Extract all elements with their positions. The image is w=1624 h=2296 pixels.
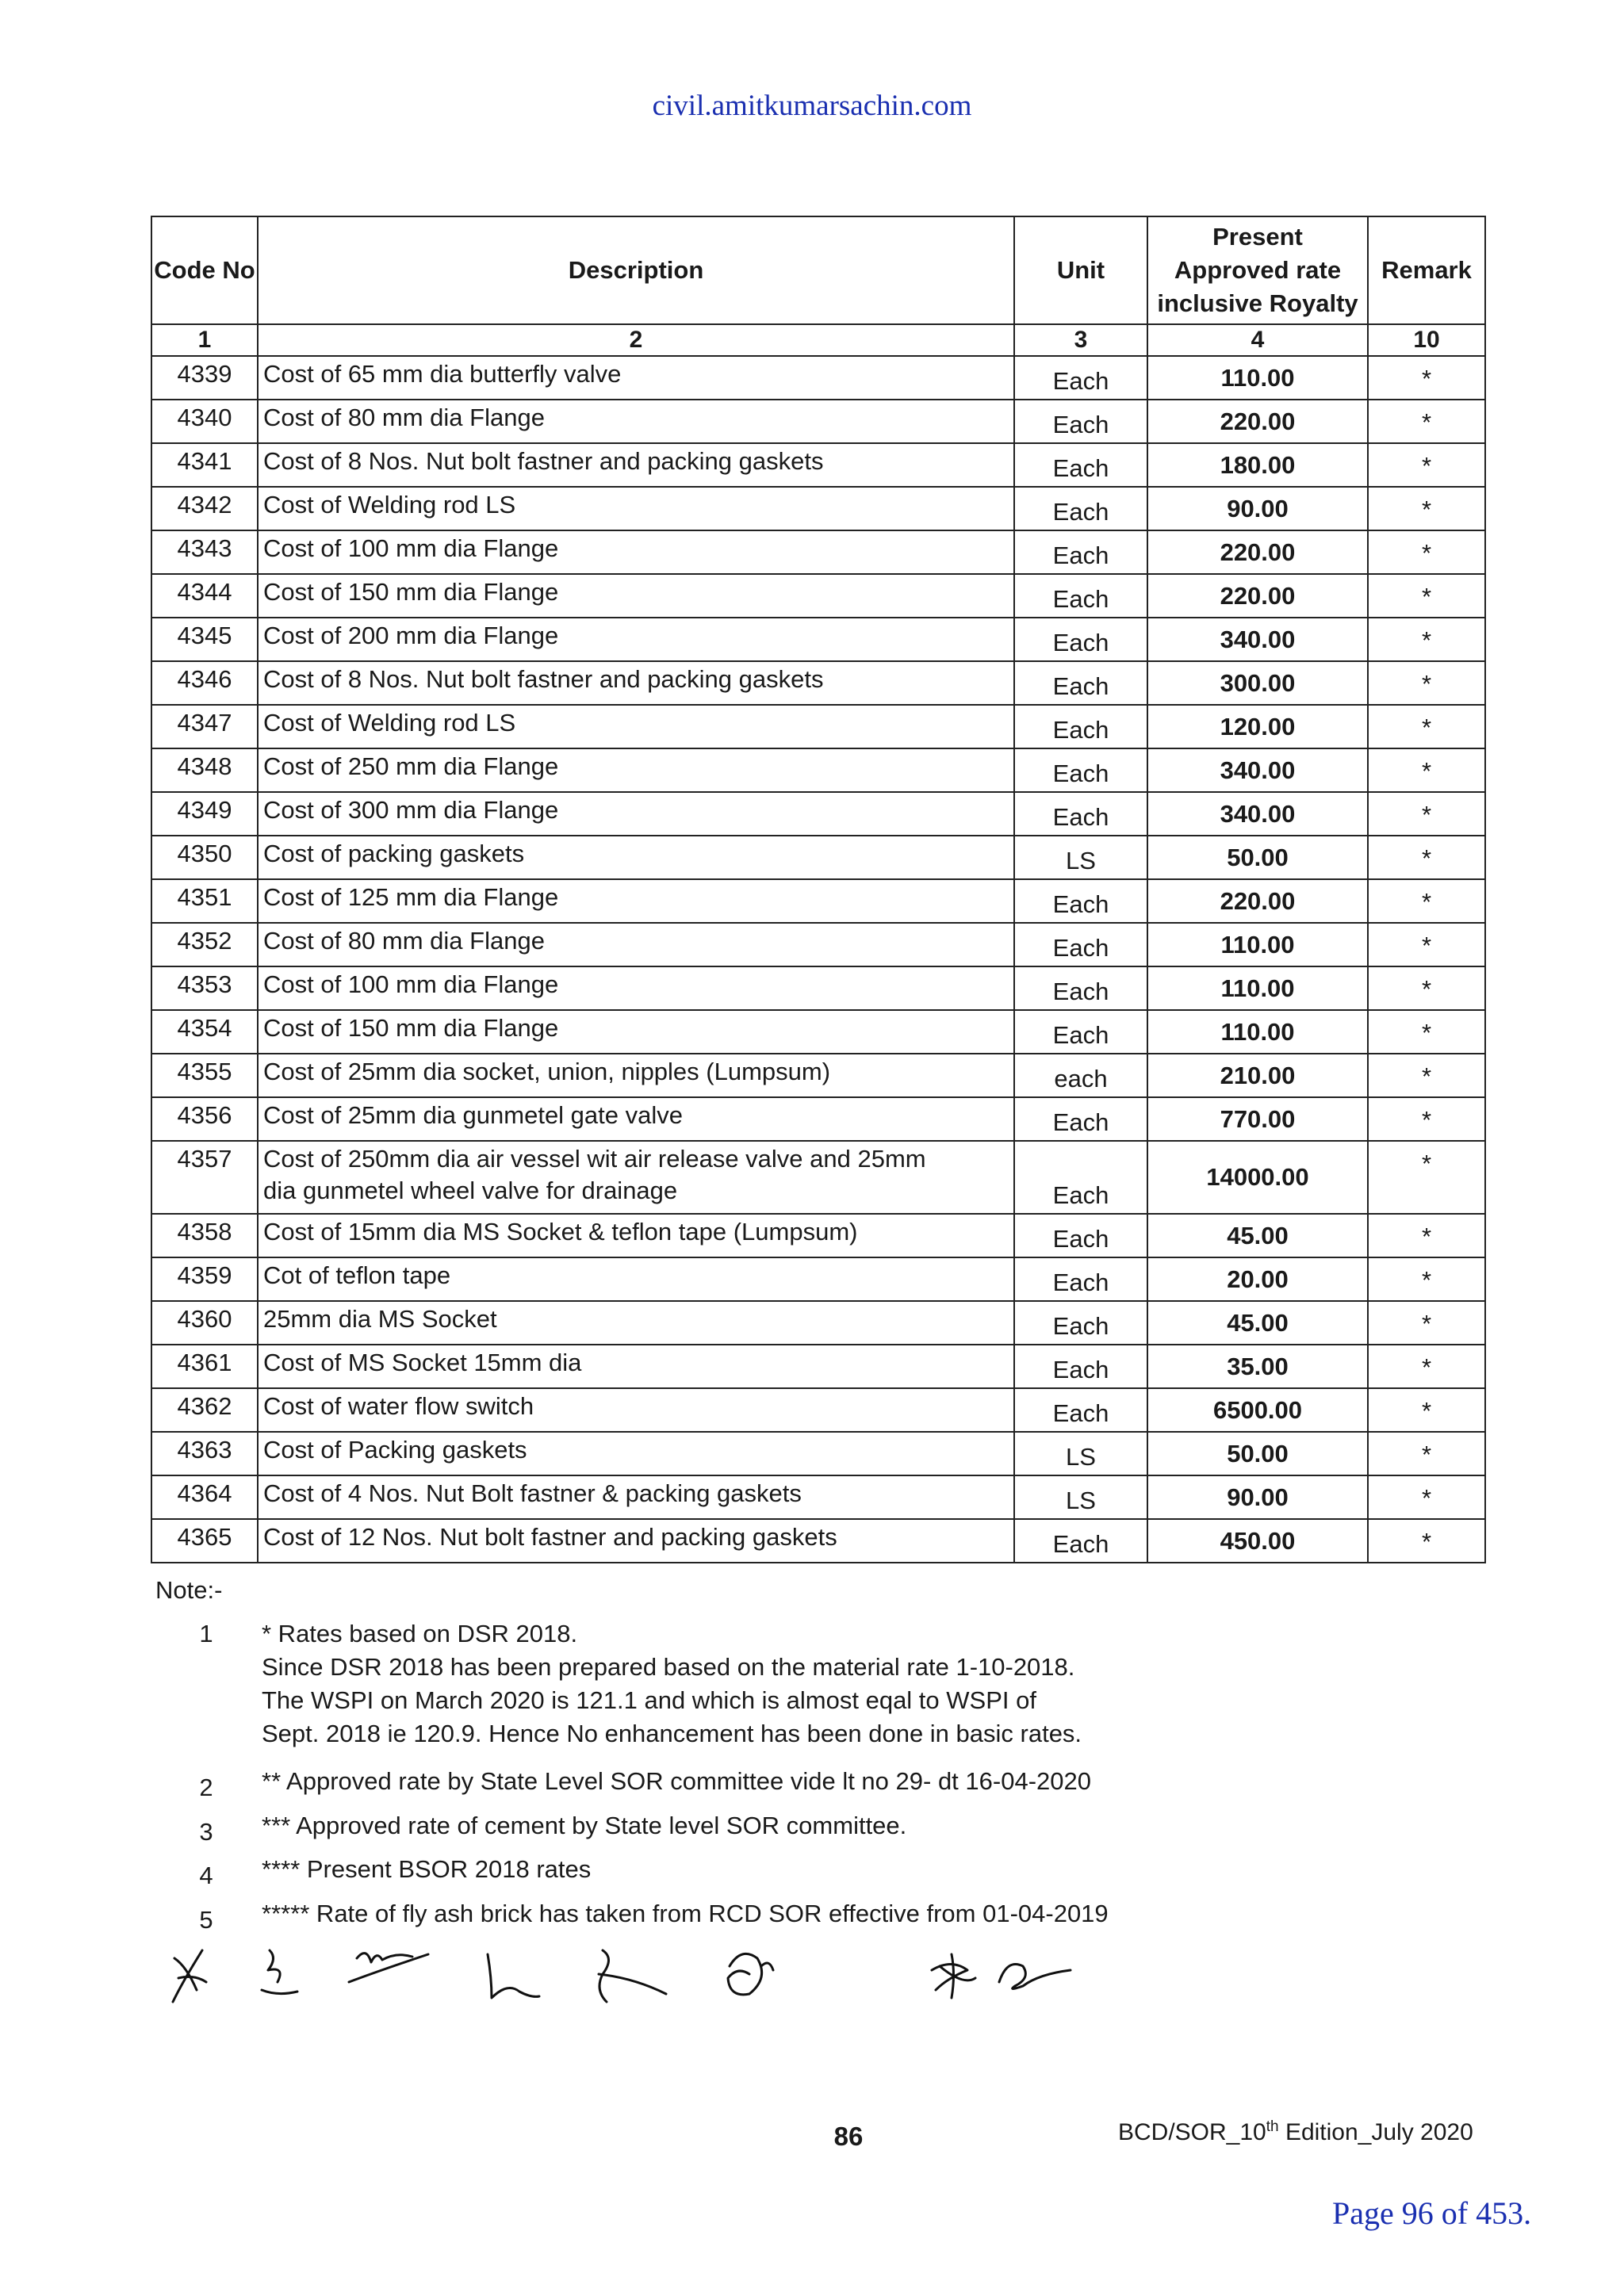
cell-rate: 6500.00 <box>1147 1388 1368 1432</box>
cell-rate: 120.00 <box>1147 705 1368 748</box>
cell-unit: Each <box>1014 966 1147 1010</box>
cell-code: 4363 <box>151 1432 258 1475</box>
signature-3 <box>349 1954 428 1982</box>
cell-remark: * <box>1368 1345 1485 1388</box>
cell-description <box>258 1345 1014 1388</box>
cell-remark: * <box>1368 705 1485 748</box>
note-number: 5 <box>199 1906 213 1934</box>
cell-remark: * <box>1368 1475 1485 1519</box>
description-line: Cost of 15mm dia MS Socket & teflon tape (Lumpsum) <box>263 1218 858 1246</box>
description-line: Cost of 8 Nos. Nut bolt fastner and packing gaskets <box>263 447 824 475</box>
cell-rate: 340.00 <box>1147 748 1368 792</box>
note-line: Sept. 2018 ie 120.9. Hence No enhancement has been done in basic rates. <box>262 1720 1082 1747</box>
cell-remark: * <box>1368 923 1485 966</box>
cell-description <box>258 792 1014 836</box>
cell-rate: 45.00 <box>1147 1214 1368 1257</box>
cell-rate: 340.00 <box>1147 618 1368 661</box>
cell-remark: * <box>1368 530 1485 574</box>
cell-rate: 770.00 <box>1147 1097 1368 1141</box>
cell-code: 4342 <box>151 487 258 530</box>
cell-rate: 340.00 <box>1147 792 1368 836</box>
cell-remark: * <box>1368 443 1485 487</box>
cell-description <box>258 661 1014 705</box>
table-row <box>151 530 1485 574</box>
cell-description <box>258 1010 1014 1054</box>
cell-rate: 110.00 <box>1147 923 1368 966</box>
cell-unit: Each <box>1014 792 1147 836</box>
cell-rate: 90.00 <box>1147 487 1368 530</box>
cell-code: 4340 <box>151 400 258 443</box>
note-line: ** Approved rate by State Level SOR committee vide lt no 29- dt 16-04-2020 <box>262 1767 1091 1795</box>
cell-code: 4358 <box>151 1214 258 1257</box>
cell-description <box>258 1257 1014 1301</box>
cell-unit: Each <box>1014 356 1147 400</box>
note-number: 4 <box>199 1862 213 1889</box>
cell-rate: 35.00 <box>1147 1345 1368 1388</box>
cell-code: 4361 <box>151 1345 258 1388</box>
table-row <box>151 792 1485 836</box>
cell-code: 4347 <box>151 705 258 748</box>
cell-remark: * <box>1368 748 1485 792</box>
header-remark: Remark <box>1368 216 1485 324</box>
cell-unit: Each <box>1014 1141 1147 1214</box>
column-number-row <box>151 324 1485 356</box>
cell-rate: 220.00 <box>1147 400 1368 443</box>
table-row <box>151 661 1485 705</box>
cell-remark: * <box>1368 1388 1485 1432</box>
cell-code: 4348 <box>151 748 258 792</box>
table-row <box>151 487 1485 530</box>
cell-code: 4365 <box>151 1519 258 1563</box>
cell-code: 4345 <box>151 618 258 661</box>
cell-remark: * <box>1368 1097 1485 1141</box>
table-row <box>151 966 1485 1010</box>
table-row <box>151 879 1485 923</box>
cell-description <box>258 1301 1014 1345</box>
cell-unit: Each <box>1014 443 1147 487</box>
cell-unit: Each <box>1014 705 1147 748</box>
table-row <box>151 574 1485 618</box>
note-line: The WSPI on March 2020 is 121.1 and which is almost eqal to WSPI of <box>262 1686 1036 1714</box>
description-line: Cost of 250 mm dia Flange <box>263 752 559 780</box>
signature-2 <box>262 1950 297 1994</box>
note-line: **** Present BSOR 2018 rates <box>262 1855 592 1883</box>
cell-remark: * <box>1368 400 1485 443</box>
cell-unit: Each <box>1014 1214 1147 1257</box>
table-row <box>151 1301 1485 1345</box>
header-unit: Unit <box>1014 216 1147 324</box>
cell-code: 4362 <box>151 1388 258 1432</box>
cell-unit: LS <box>1014 1475 1147 1519</box>
table-row <box>151 1345 1485 1388</box>
cell-unit: Each <box>1014 1388 1147 1432</box>
signature-5 <box>599 1950 666 2002</box>
table-row <box>151 1475 1485 1519</box>
table-row <box>151 836 1485 879</box>
cell-remark: * <box>1368 1519 1485 1563</box>
page-number: 86 <box>833 2122 864 2151</box>
cell-remark: * <box>1368 1141 1485 1214</box>
table-row <box>151 443 1485 487</box>
cell-description <box>258 400 1014 443</box>
cell-remark: * <box>1368 356 1485 400</box>
cell-unit: Each <box>1014 1301 1147 1345</box>
cell-unit: Each <box>1014 748 1147 792</box>
table-row <box>151 356 1485 400</box>
cell-remark: * <box>1368 1214 1485 1257</box>
note-text <box>262 1617 1372 1751</box>
signature-1 <box>173 1950 206 2002</box>
description-line: Cost of Packing gaskets <box>263 1436 527 1464</box>
description-line: Cost of 200 mm dia Flange <box>263 622 559 649</box>
cell-rate: 45.00 <box>1147 1301 1368 1345</box>
cell-unit: each <box>1014 1054 1147 1097</box>
cell-unit: Each <box>1014 530 1147 574</box>
cell-rate: 50.00 <box>1147 1432 1368 1475</box>
cell-unit: Each <box>1014 487 1147 530</box>
table-row <box>151 1432 1485 1475</box>
table-row <box>151 1097 1485 1141</box>
column-number: 2 <box>258 324 1014 356</box>
description-line: Cost of 4 Nos. Nut Bolt fastner & packing gaskets <box>263 1479 802 1507</box>
table-row <box>151 1010 1485 1054</box>
header-rate-line3: inclusive Royalty <box>1157 289 1358 317</box>
table-row <box>151 748 1485 792</box>
rate-table <box>151 216 1486 1563</box>
description-line: Cost of 12 Nos. Nut bolt fastner and packing gaskets <box>263 1523 837 1551</box>
cell-rate: 14000.00 <box>1147 1141 1368 1214</box>
site-url[interactable]: civil.amitkumarsachin.com <box>652 90 972 122</box>
cell-unit: Each <box>1014 923 1147 966</box>
cell-description <box>258 443 1014 487</box>
description-line: Cost of 250mm dia air vessel wit air release valve and 25mm <box>263 1145 926 1173</box>
note-line: *** Approved rate of cement by State level SOR committee. <box>262 1812 907 1839</box>
cell-code: 4349 <box>151 792 258 836</box>
header-rate-line2: Approved rate <box>1174 256 1342 284</box>
description-line: Cost of MS Socket 15mm dia <box>263 1349 582 1376</box>
cell-unit: Each <box>1014 1257 1147 1301</box>
cell-code: 4364 <box>151 1475 258 1519</box>
cell-code: 4341 <box>151 443 258 487</box>
cell-unit: Each <box>1014 1519 1147 1563</box>
cell-rate: 210.00 <box>1147 1054 1368 1097</box>
table-row <box>151 1257 1485 1301</box>
column-number: 1 <box>151 324 258 356</box>
cell-code: 4351 <box>151 879 258 923</box>
description-line: Cost of water flow switch <box>263 1392 534 1420</box>
table-row <box>151 618 1485 661</box>
cell-rate: 450.00 <box>1147 1519 1368 1563</box>
cell-rate: 220.00 <box>1147 530 1368 574</box>
cell-remark: * <box>1368 487 1485 530</box>
cell-rate: 50.00 <box>1147 836 1368 879</box>
cell-code: 4354 <box>151 1010 258 1054</box>
cell-unit: Each <box>1014 661 1147 705</box>
cell-remark: * <box>1368 836 1485 879</box>
description-line: Cost of Welding rod LS <box>263 709 516 737</box>
description-line: Cost of 25mm dia socket, union, nipples (Lumpsum) <box>263 1058 831 1085</box>
cell-description <box>258 618 1014 661</box>
note-line: * Rates based on DSR 2018. <box>262 1620 578 1647</box>
cell-rate: 110.00 <box>1147 1010 1368 1054</box>
signatures <box>159 1934 1110 2022</box>
cell-description <box>258 966 1014 1010</box>
column-number: 4 <box>1147 324 1368 356</box>
cell-description <box>258 530 1014 574</box>
note-line: ***** Rate of fly ash brick has taken from RCD SOR effective from 01-04-2019 <box>262 1900 1109 1927</box>
table-row <box>151 1214 1485 1257</box>
cell-code: 4352 <box>151 923 258 966</box>
cell-description <box>258 1054 1014 1097</box>
table-row <box>151 1141 1485 1214</box>
cell-code: 4353 <box>151 966 258 1010</box>
cell-rate: 220.00 <box>1147 879 1368 923</box>
description-line: Cost of 8 Nos. Nut bolt fastner and packing gaskets <box>263 665 824 693</box>
cell-description <box>258 1388 1014 1432</box>
cell-remark: * <box>1368 792 1485 836</box>
cell-code: 4355 <box>151 1054 258 1097</box>
cell-unit: Each <box>1014 1010 1147 1054</box>
cell-rate: 110.00 <box>1147 966 1368 1010</box>
edition-suffix: Edition_July 2020 <box>1278 2119 1473 2145</box>
description-line: Cost of 300 mm dia Flange <box>263 796 559 824</box>
note-number: 3 <box>199 1818 213 1846</box>
note-number: 2 <box>199 1774 213 1801</box>
cell-description <box>258 1519 1014 1563</box>
cell-description <box>258 487 1014 530</box>
note-text <box>262 1809 1372 1843</box>
cell-remark: * <box>1368 879 1485 923</box>
edition-prefix: BCD/SOR_10 <box>1118 2119 1266 2145</box>
header-rate <box>1147 216 1368 324</box>
cell-description <box>258 1214 1014 1257</box>
cell-unit: Each <box>1014 574 1147 618</box>
cell-code: 4356 <box>151 1097 258 1141</box>
cell-unit: Each <box>1014 1345 1147 1388</box>
cell-rate: 220.00 <box>1147 574 1368 618</box>
cell-unit: Each <box>1014 879 1147 923</box>
table-header-row <box>151 216 1485 324</box>
cell-description <box>258 1141 1014 1214</box>
note-label: Note:- <box>155 1576 223 1604</box>
description-line: Cost of packing gaskets <box>263 840 525 867</box>
cell-code: 4344 <box>151 574 258 618</box>
cell-rate: 90.00 <box>1147 1475 1368 1519</box>
note-text <box>262 1853 1372 1886</box>
cell-unit: Each <box>1014 1097 1147 1141</box>
table-row <box>151 1388 1485 1432</box>
column-number: 10 <box>1368 324 1485 356</box>
cell-rate: 110.00 <box>1147 356 1368 400</box>
table-row <box>151 1054 1485 1097</box>
cell-remark: * <box>1368 1257 1485 1301</box>
cell-unit: LS <box>1014 1432 1147 1475</box>
description-line: Cost of 125 mm dia Flange <box>263 883 559 911</box>
table-row <box>151 705 1485 748</box>
cell-remark: * <box>1368 1432 1485 1475</box>
signature-4 <box>488 1954 539 1998</box>
page-counter: Page 96 of 453. <box>1332 2195 1532 2231</box>
cell-code: 4360 <box>151 1301 258 1345</box>
cell-description <box>258 748 1014 792</box>
table-body <box>151 356 1485 1563</box>
cell-rate: 20.00 <box>1147 1257 1368 1301</box>
signature-8 <box>999 1965 1071 1989</box>
description-line: Cost of 25mm dia gunmetel gate valve <box>263 1101 683 1129</box>
table-row <box>151 400 1485 443</box>
cell-remark: * <box>1368 618 1485 661</box>
table-row <box>151 923 1485 966</box>
cell-code: 4357 <box>151 1141 258 1214</box>
cell-unit: LS <box>1014 836 1147 879</box>
edition-label <box>1118 2118 1473 2146</box>
cell-code: 4343 <box>151 530 258 574</box>
description-line: Cost of 150 mm dia Flange <box>263 1014 559 1042</box>
cell-description <box>258 1475 1014 1519</box>
cell-code: 4350 <box>151 836 258 879</box>
header-description: Description <box>258 216 1014 324</box>
cell-description <box>258 356 1014 400</box>
cell-remark: * <box>1368 966 1485 1010</box>
description-line: Cost of 100 mm dia Flange <box>263 970 559 998</box>
note-line: Since DSR 2018 has been prepared based on the material rate 1-10-2018. <box>262 1653 1075 1681</box>
description-line: 25mm dia MS Socket <box>263 1305 497 1333</box>
note-number: 1 <box>199 1620 213 1647</box>
description-line: Cost of Welding rod LS <box>263 491 516 519</box>
column-number: 3 <box>1014 324 1147 356</box>
cell-rate: 180.00 <box>1147 443 1368 487</box>
note-text <box>262 1897 1372 1931</box>
cell-remark: * <box>1368 661 1485 705</box>
description-line: Cost of 80 mm dia Flange <box>263 404 545 431</box>
cell-rate: 300.00 <box>1147 661 1368 705</box>
cell-description <box>258 923 1014 966</box>
cell-description <box>258 836 1014 879</box>
cell-code: 4346 <box>151 661 258 705</box>
cell-description <box>258 705 1014 748</box>
header-code: Code No <box>151 216 258 324</box>
cell-unit: Each <box>1014 618 1147 661</box>
signature-6 <box>728 1954 773 1994</box>
description-line: Cot of teflon tape <box>263 1261 451 1289</box>
description-line: Cost of 100 mm dia Flange <box>263 534 559 562</box>
description-line: Cost of 150 mm dia Flange <box>263 578 559 606</box>
note-text <box>262 1765 1372 1798</box>
cell-remark: * <box>1368 574 1485 618</box>
cell-remark: * <box>1368 1010 1485 1054</box>
header-rate-line1: Present <box>1212 223 1303 251</box>
cell-unit: Each <box>1014 400 1147 443</box>
cell-remark: * <box>1368 1054 1485 1097</box>
description-line: Cost of 80 mm dia Flange <box>263 927 545 955</box>
description-line: Cost of 65 mm dia butterfly valve <box>263 360 622 388</box>
cell-code: 4359 <box>151 1257 258 1301</box>
signature-7 <box>932 1954 975 1998</box>
description-line: dia gunmetel wheel valve for drainage <box>263 1177 678 1204</box>
cell-description <box>258 1432 1014 1475</box>
cell-remark: * <box>1368 1301 1485 1345</box>
cell-code: 4339 <box>151 356 258 400</box>
cell-description <box>258 1097 1014 1141</box>
cell-description <box>258 879 1014 923</box>
cell-description <box>258 574 1014 618</box>
edition-sup: th <box>1266 2118 1279 2135</box>
table-row <box>151 1519 1485 1563</box>
